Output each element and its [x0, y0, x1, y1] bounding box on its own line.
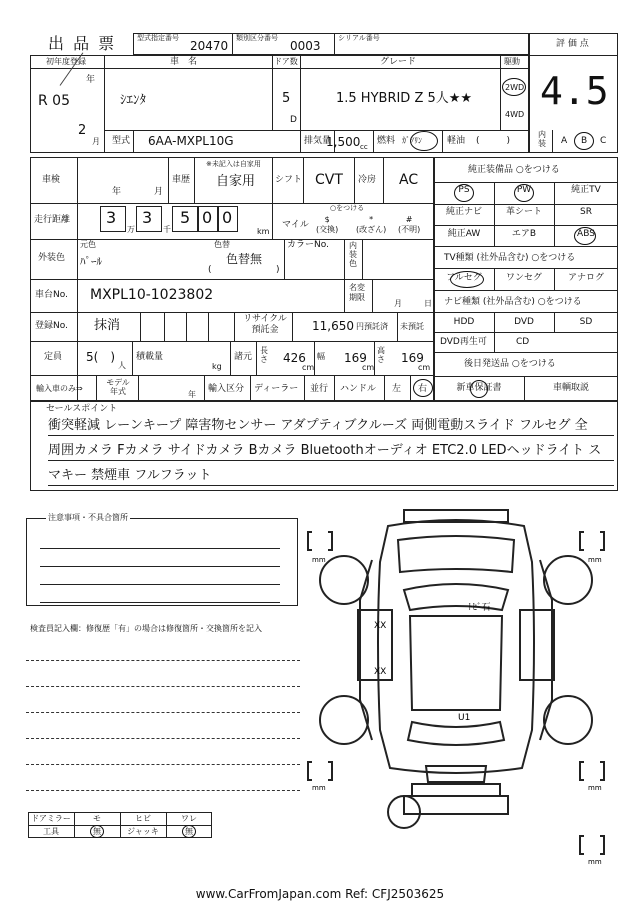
tv-fullseg: フルセグ: [446, 273, 482, 283]
circle-mark: [502, 78, 526, 96]
orig-color-label: 元色: [80, 240, 96, 249]
equip-pw: PW: [516, 185, 532, 195]
chassis-value: MXPL10-1023802: [90, 287, 214, 303]
recycle-value: 11,650: [312, 319, 354, 333]
warranty-month: 月: [394, 299, 402, 308]
load-unit: kg: [212, 362, 222, 371]
model-year-unit: 年: [188, 390, 196, 399]
cd-label: CD: [516, 337, 530, 347]
sales-line: 衝突軽減 レーンキープ 障害物センサー アダプティブクルーズ 両側電動スライド フルセグ 全: [48, 419, 614, 436]
sales-line: 周囲カメラ Fカメラ サイドカメラ Bカメラ Bluetoothオーディオ ETC2.0 LEDヘッドライト ス: [48, 444, 614, 461]
dim-unit: cm: [362, 363, 375, 372]
equip-tv: 純正TV: [571, 185, 601, 195]
interior-color-label: 内装色: [349, 241, 357, 268]
handle-left: 左: [392, 384, 402, 394]
grade-value: 1.5 HYBRID Z 5人★★: [336, 91, 473, 106]
car-diagram: [300, 500, 620, 866]
equip-sr: SR: [580, 207, 592, 217]
dim-unit: cm: [418, 363, 431, 372]
displacement-label: 排気量: [304, 136, 332, 146]
interior-label: 内装: [538, 130, 546, 148]
circle-mark: [410, 131, 438, 151]
handle-right: 右: [418, 384, 428, 394]
mm-label: mm: [312, 784, 326, 792]
inspector-label: 検査員記入欄：修復歴「有」の場合は修復箇所・交換箇所を記入: [30, 624, 262, 633]
doors-sub: D: [290, 115, 297, 125]
mileage-digit: 5: [180, 208, 191, 227]
dealer-option: ディーラー: [254, 384, 299, 394]
year-unit: 年: [86, 75, 96, 85]
import-class-label: 輸入区分: [208, 384, 245, 394]
drive-4wd: 4WD: [505, 110, 525, 119]
hash-label: # (不明): [398, 215, 421, 234]
notice-label: 注意事項・不具合箇所: [48, 513, 128, 522]
acc-cell: ドアミラー: [31, 814, 71, 823]
month-unit: 月: [92, 137, 100, 146]
equip-leather: 革シート: [505, 207, 542, 217]
mileage-digit: 0: [222, 208, 233, 227]
page-title: 出 品 票: [48, 34, 117, 53]
light-oil-label: 軽油: [447, 136, 466, 146]
circle-note: ○をつける: [330, 204, 365, 212]
inspection-year-unit: 年: [112, 187, 122, 197]
warranty-day: 日: [424, 299, 432, 308]
height-value: 169: [401, 351, 424, 365]
mm-label: mm: [588, 784, 602, 792]
light-oil-paren: ( ): [476, 136, 511, 146]
mileage-label: 走行距離: [34, 215, 71, 225]
acc-cell: 無: [185, 827, 193, 836]
car-name: ｼｴﾝﾀ: [120, 93, 146, 108]
grade-score-label: 評 価 点: [556, 39, 589, 49]
dvd-label: DVD再生可: [440, 337, 487, 347]
grade-score: 4.5: [540, 69, 609, 113]
import-label: 輸入車のみ⇒: [36, 384, 83, 393]
circle-mark: [413, 379, 433, 397]
dollar-label: $ (交換): [316, 215, 339, 234]
dim-unit: cm: [302, 363, 315, 372]
paren-close: ): [276, 265, 280, 275]
mileage-unit: 万: [127, 225, 135, 234]
mm-label: mm: [588, 858, 602, 866]
acc-cell: ワレ: [181, 814, 197, 823]
mark-xx: XX: [374, 621, 387, 631]
ac-value: AC: [399, 172, 419, 188]
width-label: 幅: [317, 352, 325, 361]
inspection-label: 車検: [42, 175, 61, 185]
paren-open: (: [208, 265, 212, 275]
circle-mark: [574, 132, 594, 150]
mileage-unit: 千: [163, 225, 171, 234]
displacement: 1,500: [326, 135, 361, 149]
class-code: 0003: [290, 39, 321, 53]
handle-label: ハンドル: [340, 384, 377, 394]
sales-line: マキー 禁煙車 フルフラット: [48, 469, 614, 486]
tv-analog: アナログ: [567, 273, 604, 283]
mark-xx: XX: [374, 667, 387, 677]
length-value: 426: [283, 351, 306, 365]
recycle-unpaid: 未預託: [400, 322, 424, 331]
grade-label: グレード: [380, 57, 417, 67]
docs-title: 後日発送品 ○をつける: [464, 359, 556, 369]
equip-airbag: エアB: [511, 229, 537, 239]
acc-cell: ヒビ: [135, 814, 151, 823]
chassis-label: 車台No.: [35, 290, 68, 300]
navi-hdd: HDD: [453, 317, 475, 327]
ac-label: 冷房: [358, 175, 377, 185]
history-value: 自家用: [216, 174, 256, 189]
capacity-unit: 人: [118, 361, 126, 370]
fuel-label: 燃料: [377, 136, 396, 146]
mileage-unit: km: [257, 227, 270, 236]
length-label: 長さ: [260, 346, 268, 364]
color-change: 色替無: [226, 252, 263, 266]
load-label: 積載量: [136, 352, 164, 362]
capacity-label: 定員: [44, 352, 63, 362]
reg-no-value: 抹消: [94, 318, 121, 333]
mark-u1: U1: [458, 713, 471, 723]
first-reg-month: 2: [78, 123, 87, 138]
class-code-label: 類別区分番号: [236, 34, 278, 42]
acc-cell: ジャッキ: [127, 827, 159, 836]
color-change-label: 色替: [214, 240, 230, 249]
equip-aw: 純正AW: [447, 229, 481, 239]
car-name-label: 車 名: [170, 57, 198, 67]
type-value: 6AA-MXPL10G: [148, 134, 234, 148]
star-label: * (改ざん): [356, 215, 387, 234]
color-label: 外装色: [38, 253, 66, 263]
first-reg-year: R 05: [38, 93, 70, 109]
acc-cell: 工具: [43, 827, 59, 836]
sales-label: セールスポイント: [46, 404, 118, 414]
mm-label: mm: [312, 556, 326, 564]
serial-label: シリアル番号: [338, 34, 380, 42]
displacement-unit: cc: [360, 143, 368, 151]
orig-color: ﾊﾟｰﾙ: [80, 255, 102, 268]
mile-label: マイル: [282, 220, 309, 230]
height-label: 高さ: [377, 346, 385, 364]
equip-title: 純正装備品 ○をつける: [468, 165, 560, 175]
shift-label: シフト: [275, 175, 303, 185]
width-value: 169: [344, 351, 367, 365]
parallel-option: 並行: [310, 384, 329, 394]
interior-b: B: [581, 136, 588, 146]
docs-warranty: 新車保証書: [456, 383, 502, 393]
tv-oneseg: ワンセグ: [505, 273, 542, 283]
footer-ref: www.CarFromJapan.com Ref: CFJ2503625: [195, 887, 445, 901]
navi-title: ナビ種類 (社外品含む) ○をつける: [444, 297, 582, 307]
docs-manual: 車輌取説: [552, 383, 589, 393]
interior-a: A: [561, 136, 568, 146]
inspection-month-unit: 月: [154, 187, 164, 197]
drive-label: 駆動: [504, 57, 520, 66]
mileage-digit: 3: [106, 208, 117, 227]
recycle-unit: 円預託済: [356, 322, 388, 331]
drive-2wd: 2WD: [505, 83, 525, 92]
acc-cell: モ: [93, 814, 101, 823]
model-year-label: モデル年式: [106, 378, 130, 397]
equip-abs: ABS: [577, 229, 595, 239]
fuel-value: ｶﾞｿﾘﾝ: [402, 136, 422, 145]
doors-label: ドア数: [274, 57, 298, 66]
mm-label: mm: [588, 556, 602, 564]
warranty-label: 名変期限: [349, 283, 365, 302]
reg-no-label: 登録No.: [35, 321, 68, 331]
history-label: 車歴: [172, 175, 191, 185]
doors-value: 5: [282, 91, 291, 106]
type-label: 型式: [112, 136, 131, 146]
model-code: 20470: [190, 39, 229, 53]
interior-c: C: [600, 136, 607, 146]
history-note: ※未記入は自家用: [206, 160, 261, 168]
tv-title: TV種類 (社外品含む) ○をつける: [444, 253, 576, 263]
mileage-digit: 0: [202, 208, 213, 227]
navi-dvd: DVD: [514, 317, 534, 327]
spec-label: 諸元: [234, 352, 253, 362]
shift-value: CVT: [315, 172, 343, 188]
equip-navi: 純正ナビ: [445, 207, 482, 217]
mark-tobi: ﾄﾋﾞ石: [468, 603, 491, 613]
acc-cell: 無: [93, 827, 101, 836]
recycle-label: リサイクル預託金: [243, 314, 287, 335]
capacity-value: 5( ): [86, 350, 115, 364]
color-no-label: カラーNo.: [287, 240, 329, 250]
navi-sd: SD: [579, 317, 593, 327]
notice-box: [26, 518, 298, 606]
mileage-digit: 3: [142, 208, 153, 227]
equip-ps: PS: [458, 185, 470, 195]
first-reg-label: 初年度登録: [46, 57, 86, 66]
model-code-label: 型式指定番号: [137, 34, 179, 42]
